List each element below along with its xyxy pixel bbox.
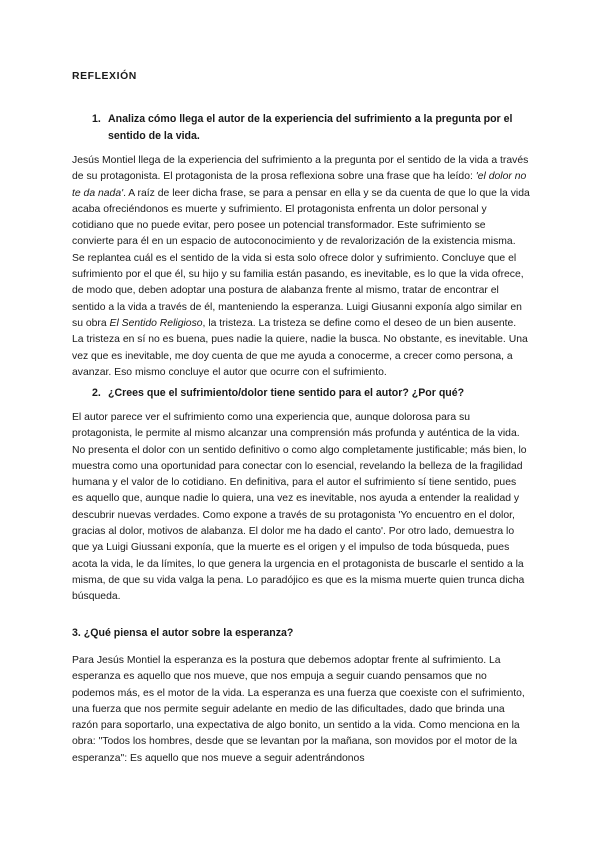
answer-3-text: Para Jesús Montiel la esperanza es la postura que debemos adoptar frente al sufrimiento. La esperanza es aquello que nos mueve, que nos empuja a seguir cuando pensamos que no podemos más, es el motor de la vida. La esperanza es una fuerza que coexiste con el sufrimiento, una fuerza que nos permite seguir adelante en medio de las dificultades, dado que brinda una razón para soportarlo, una expectativa de algo bonito, un sentido a la vida. Como menciona en la obra: "Todos los hombres, desde que se levantan por la mañana, son movidos por el motor de la esperanza": Es aquello que nos mueve a seguir adentrándonos xyxy=(72,655,525,764)
question-1-number: 1. xyxy=(92,113,101,125)
answer-1-quote: 'el dolor no te da nada' xyxy=(72,171,527,199)
answer-1-conclusion: , la tristeza. La tristeza se define como el deseo de un bien ausente. La tristeza en sí no es buena, pues nadie la quiere, nadie la busca. No obstante, es inevitable. Una vez que es inevitable, me doy cuenta de que me ayuda a conocerme, a crecer como persona, a avanzar. Eso mismo concluye el autor que ocurre con el sufrimiento. xyxy=(72,317,528,378)
question-2-number: 2. xyxy=(92,387,101,399)
answer-1-body: . A raíz de leer dicha frase, se para a pensar en ella y se da cuenta de que lo que la vida acaba ofreciéndonos es muerte y sufrimiento. El protagonista enfrenta un dolor personal y cotidiano que no puede evitar, pero posee un potencial transformador. Este sufrimiento se convierte para él en un espacio de autoconocimiento y de revalorización de la existencia misma. Se replantea cuál es el sentido de la vida si esta solo ofrece dolor y sufrimiento. Concluye que el sufrimiento por el que él, su hijo y su familia están pasando, es inevitable, es lo que la vida ofrece, de modo que, deben adoptar una postura de alabanza frente al mismo, tratar de encontrar el sentido a la vida a través de él, manteniendo la esperanza. Luigi Giusanni exponía algo similar en su obra xyxy=(72,187,530,329)
answer-2 xyxy=(72,410,530,606)
question-3-text: . ¿Qué piensa el autor sobre la esperanza? xyxy=(77,627,294,639)
answer-1 xyxy=(72,153,530,381)
question-1-text: Analiza cómo llega el autor de la experiencia del sufrimiento a la pregunta por el sentido de la vida. xyxy=(108,113,513,142)
answer-2-text: El autor parece ver el sufrimiento como una experiencia que, aunque dolorosa para su protagonista, le permite al mismo alcanzar una comprensión más profunda y auténtica de la vida. No presenta el dolor con un sentido definitivo o como algo completamente justificable; más bien, lo muestra como una oportunidad para conectar con lo esencial, revelando la belleza de la fragilidad humana y el valor de lo cotidiano. En definitiva, para el autor el sufrimiento sí tiene sentido, pues es aquello que, aunque nadie lo quiera, una vez es inevitable, nos ayuda a entender la realidad y descubrir nuevas verdades. Como expone a través de su protagonista 'Yo encuentro en el dolor, gracias al dolor, motivos de alabanza. El dolor me ha dado el canto'. Por otro lado, demuestra lo que ya Luigi Giussani exponía, que la muerte es el origen y el impulso de toda búsqueda, pues acota la vida, le da límites, lo que genera la urgencia en el protagonista de buscarle el sentido a la misma, de que su vida valga la pena. Lo paradójico es que es la misma muerte quien trunca dicha búsqueda. xyxy=(72,412,527,603)
page-title: REFLEXIÓN xyxy=(72,71,137,82)
question-3-heading xyxy=(72,625,532,642)
answer-1-intro: Jesús Montiel llega de la experiencia del sufrimiento a la pregunta por el sentido de la vida a través de su protagonista. El protagonista de la prosa reflexiona sobre una frase que ha leído: xyxy=(72,155,529,183)
question-3-number: 3 xyxy=(72,627,78,639)
question-2-text: ¿Crees que el sufrimiento/dolor tiene sentido para el autor? ¿Por qué? xyxy=(108,387,465,399)
question-1-heading xyxy=(92,111,532,145)
book-title-italic: El Sentido Religioso xyxy=(109,317,203,329)
answer-3 xyxy=(72,653,530,767)
question-2-heading xyxy=(92,385,532,402)
